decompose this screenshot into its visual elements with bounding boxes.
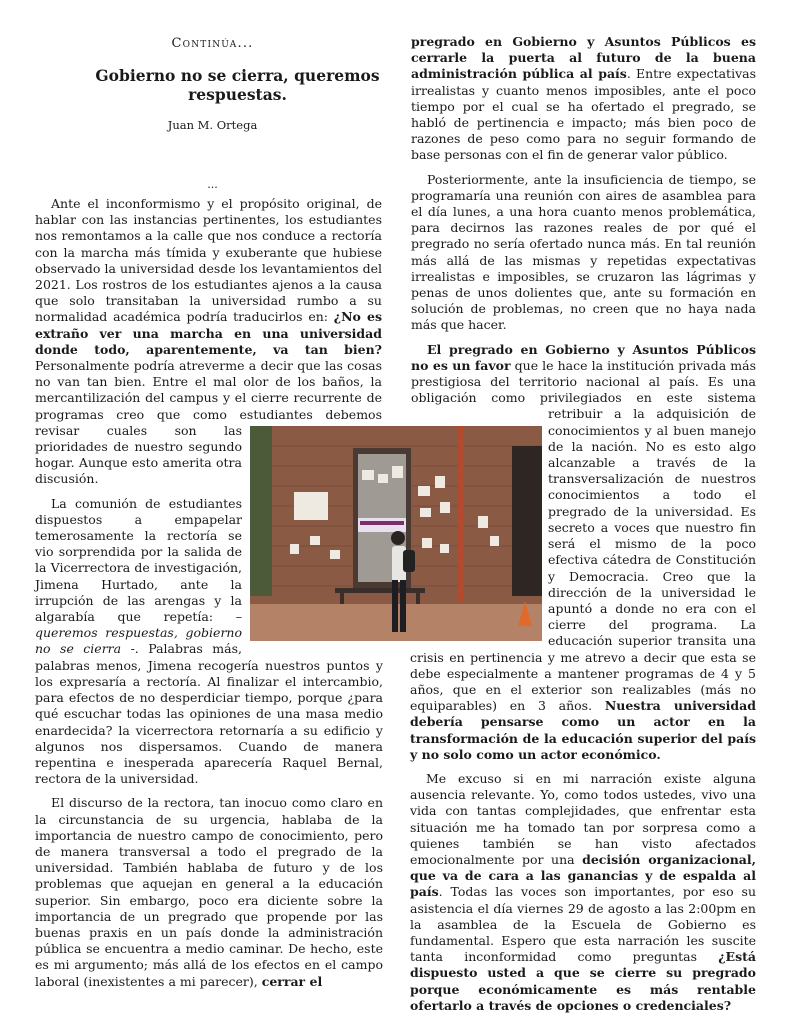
- text-span: Ante el inconformismo y el propósito original, de hablar con las instancias pertinentes, los estudiantes nos remontamos a la calle que nos conduce a rectoría con la marcha más tímida y exuberante que hubiese observado la universidad desde los levantamientos del 2021. Los rostros de los estudiantes ajenos a la causa que solo transitaban la universidad rumbo a su normalidad académica podría traducirlos en:: [35, 196, 382, 325]
- emphasis-text: decisión organizacional, que va de cara a las ganancias y de espalda al país: [410, 851, 756, 900]
- left-column: [35, 196, 383, 998]
- text-span: . Entre expectativas irrealistas y cuanto menos imposibles, ante el poco tiempo por el cual se ha ofertado el pregrado, se habló de pertinencia e impacto; más bien poco de razones de peso como para no seguir formando de base personas con el fin de generar valor público.: [411, 66, 757, 163]
- continued-kicker: Continúa...: [171, 36, 254, 51]
- text-span: Personalmente podría atreverme a decir que las cosas no van tan bien. Entre el mal olor de los baños, la mercantilización del campus y el cierre recurrente de programas creo que como estudiantes debemos revisar cuales son las prioridades de nuestro segundo hogar. Aunque esto amerita otra discusión.: [35, 358, 382, 487]
- emphasis-text: cerrar el: [261, 973, 323, 989]
- text-span: El discurso de la rectora, tan inocuo como claro en la circunstancia de su urgencia, hablaba de la importancia de nuestro campo de conocimiento, pero de manera transversal a todo el pregrado de la universidad. También hablaba de futuro y de los problemas que aquejan en general a la educación superior. Sin embargo, poco era diciente sobre la importancia de un pregrado que propende por las buenas praxis en un país donde la administración pública se encuentra a medio caminar. De hecho, este es mi argumento; más allá de los efectos en el campo laboral (inexistentes a mi parecer),: [35, 795, 383, 989]
- emphasis-text: pregrado en Gobierno y Asuntos Públicos es cerrarle la puerta al futuro de la buena administración pública al país: [411, 34, 756, 82]
- text-span: Me excuso si en mi narración existe alguna ausencia relevante. Yo, como todos ustedes, vivo una vida con tantas complejidades, que enfrentar esta situación me ha tomado tan por sorpresa como a quienes también se han visto afectados emocionalmente por una: [410, 770, 756, 867]
- emphasis-question: ¿No es extraño ver una marcha en una universidad donde todo, aparentemente, va tan bien?: [35, 309, 382, 357]
- closing-question: ¿Está dispuesto usted a que se cierre su pregrado porque económicamente es más rentable ofertarlo a través de opciones o credenciales?: [410, 949, 756, 1013]
- section-separator: ...: [207, 178, 218, 191]
- text-span: que le hace la institución privada más prestigiosa del territorio nacional al país. Es una obligación como privilegiados en este sistema retribuir a la adquisición de conocimientos y al buen manejo de la nación. No es esto algo alcanzable a través de la transversalización de nuestros conocimientos a todo el pregrado de la universidad. Es secreto a voces que nuestro fin será el mismo de la poco efectiva cátedra de Constitución y Democracia. Creo que la dirección de la universidad le apuntó a donde no era con el cierre del programa. La educación superior transita una crisis en pertinencia y me atrevo a decir que esta se debe especialmente a mantener programas de 4 y 5 años, que en el exterior son realizables (más no equiparables) en 3 años.: [410, 357, 756, 714]
- paragraph: [35, 795, 383, 989]
- text-span: -. Palabras más, palabras menos, Jimena recogería nuestros puntos y los expresaría a rectoría. Al finalizar el intercambio, para efectos de no desperdiciar tiempo, porque ¿para qué escuchar todas las opiniones de una masa medio enardecida? la vicerrectora retornaría a su edificio y algunos nos dispersamos. Cuando de manera repentina e inesperada aparecería Raquel Bernal, rectora de la universidad.: [35, 641, 383, 787]
- article-title: Gobierno no se cierra, queremos respuestas.: [95, 66, 380, 104]
- text-span: La comunión de estudiantes dispuestos a empapelar temerosamente la rectoría se vio sorprendida por la salida de la Vicerrectora de investigación, Jimena Hurtado, ante la irrupción de las arengas y la algarabía que repetía: –: [35, 495, 242, 625]
- article-author: Juan M. Ortega: [167, 118, 258, 132]
- wrap-offset: [382, 196, 383, 424]
- chant-quote: queremos respuestas, gobierno no se cierra: [35, 625, 242, 657]
- photo-wrap-spacer: [410, 422, 548, 645]
- paragraph: [410, 771, 756, 1014]
- photo-wrap-spacer: [242, 424, 383, 643]
- emphasis-text: El pregrado en Gobierno y Asuntos Públicos no es un favor: [411, 341, 756, 373]
- right-column: [410, 34, 756, 1022]
- emphasis-text: Nuestra universidad debería pensarse como un actor en la transformación de la educación superior del país y no solo como un actor económico.: [410, 698, 756, 762]
- paragraph: [410, 34, 756, 164]
- text-span: . Todas las voces son importantes, por eso su asistencia el día viernes 29 de agosto a las 2:00pm en la asamblea de la Escuela de Gobierno es fundamental. Espero que esta narración les suscite tanta inconformidad como preguntas: [410, 884, 756, 965]
- paragraph: Posteriormente, ante la insuficiencia de tiempo, se programaría una reunión con aires de asamblea para el día lunes, a una hora cuanto menos problemática, para decirnos las razones reales de por qué el pregrado no sería ofertado nunca más. En tal reunión más allá de las mismas y repetidas expectativas irrealistas e imposibles, se cruzaron las lágrimas y penas de unos dolientes que, ante su formación en solución de problemas, no creen que no haya nada más que hacer.: [411, 171, 756, 333]
